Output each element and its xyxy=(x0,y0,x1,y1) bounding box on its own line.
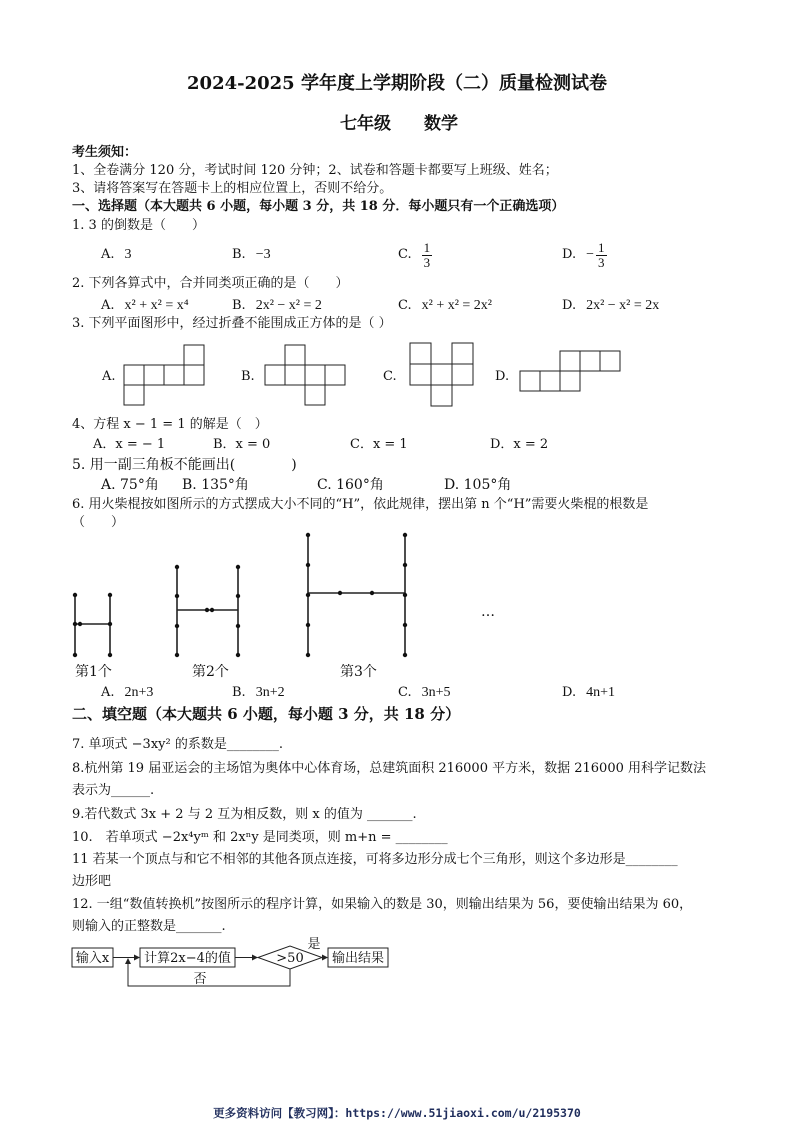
option-label: B. xyxy=(232,247,246,262)
match-head xyxy=(175,624,179,628)
net-square xyxy=(184,345,204,365)
question-6-paren: （ ） xyxy=(72,515,125,530)
net-square xyxy=(520,371,540,391)
net-b xyxy=(265,345,345,405)
question-9: 9.若代数式 3x + 2 与 2 互为相反数，则 x 的值为 _______. xyxy=(72,807,417,822)
flow-output-text: 输出结果 xyxy=(331,951,385,966)
h-figure-3 xyxy=(306,533,407,657)
fraction-numerator: 1 xyxy=(598,239,605,255)
match-head xyxy=(73,593,77,597)
flow-yes-label: 是 xyxy=(307,937,321,952)
flow-loop-line xyxy=(128,963,290,986)
section-heading-choice: 一、选择题（本大题共 6 小题，每小题 3 分，共 18 分．每小题只有一个正确选项） xyxy=(72,199,565,214)
match-head xyxy=(370,591,374,595)
notice-line: 3、请将答案写在答题卡上的相应位置上，否则不给分。 xyxy=(72,181,393,196)
match-head xyxy=(175,653,179,657)
option-label: C. xyxy=(398,247,412,262)
net-square xyxy=(305,385,325,405)
option-value: 4n+1 xyxy=(586,685,615,700)
match-head xyxy=(306,533,310,537)
match-head xyxy=(338,591,342,595)
question-3-stem: 3. 下列平面图形中，经过折叠不能围成正方体的是（ ） xyxy=(72,316,392,331)
net-square xyxy=(431,385,452,406)
question-12-line-2: 则输入的正整数是_______. xyxy=(72,919,226,934)
option-label: B. xyxy=(232,298,246,313)
net-d xyxy=(520,351,620,391)
match-head xyxy=(205,608,209,612)
net-square xyxy=(124,385,144,405)
fraction xyxy=(596,241,607,270)
net-square xyxy=(580,351,600,371)
h-figure-1 xyxy=(73,593,112,657)
question-4-stem: 4、方程 x − 1 = 1 的解是（ ） xyxy=(72,417,268,432)
notice-line: 1、全卷满分 120 分，考试时间 120 分钟；2、试卷和答题卡都要写上班级、姓名； xyxy=(72,163,558,178)
subject-label: 数学 xyxy=(424,114,458,134)
option-value: −3 xyxy=(255,247,271,262)
match-head xyxy=(236,565,240,569)
q3-label-a: A. xyxy=(102,369,116,384)
question-7: 7. 单项式 −3xy² 的系数是________. xyxy=(72,737,283,752)
net-square xyxy=(410,364,431,385)
net-square xyxy=(285,365,305,385)
q3-label-c: C. xyxy=(383,369,397,384)
match-head xyxy=(236,594,240,598)
q2-option-d xyxy=(562,289,659,323)
q5-option-b: B. 135°角 xyxy=(182,477,249,493)
option-value: x² + x² = 2x² xyxy=(421,298,493,313)
question-8-line-2: 表示为______. xyxy=(72,783,155,798)
match-head xyxy=(306,623,310,627)
net-square xyxy=(540,371,560,391)
net-square xyxy=(285,345,305,365)
net-square xyxy=(452,364,473,385)
q4-option-c: C．x = 1 xyxy=(350,437,408,452)
matchstick-h-figures xyxy=(0,525,794,665)
q1-option-a xyxy=(101,238,132,272)
h-figure-2 xyxy=(175,565,240,657)
net-square xyxy=(164,365,184,385)
exam-title: 2024-2025 学年度上学期阶段（二）质量检测试卷 xyxy=(187,73,607,94)
match-head xyxy=(403,653,407,657)
flow-condition-text: >50 xyxy=(276,951,304,966)
question-11-line-1: 11 若某一个顶点与和它不相邻的其他各顶点连接，可将多边形分成七个三角形，则这个多边形是________ xyxy=(72,852,678,867)
section-heading-fill: 二、填空题（本大题共 6 小题，每小题 3 分，共 18 分） xyxy=(72,705,461,723)
option-value: 3n+5 xyxy=(421,685,451,700)
q2-option-c xyxy=(398,289,492,323)
match-head xyxy=(403,593,407,597)
q1-option-b xyxy=(232,238,271,272)
figure-ellipsis: … xyxy=(481,604,495,620)
match-head xyxy=(108,622,112,626)
minus-sign: − xyxy=(586,247,594,262)
figure-label-2: 第2个 xyxy=(192,664,229,680)
match-head xyxy=(306,563,310,567)
option-label: A. xyxy=(101,685,115,700)
q5-option-d: D. 105°角 xyxy=(444,477,512,493)
option-value: 3 xyxy=(124,247,132,262)
option-value: 2x² − x² = 2 xyxy=(255,298,322,313)
net-square xyxy=(144,365,164,385)
net-square xyxy=(325,365,345,385)
match-head xyxy=(306,593,310,597)
net-square xyxy=(410,343,431,364)
q4-option-b: B．x = 0 xyxy=(213,437,271,452)
question-12-line-1: 12. 一组“数值转换机”按图所示的程序计算，如果输入的数是 30，则输出结果为 56，要使输出结果为 60， xyxy=(72,897,693,912)
option-label: C. xyxy=(398,298,412,313)
match-head xyxy=(108,593,112,597)
option-label: D. xyxy=(562,685,577,700)
figure-label-3: 第3个 xyxy=(340,664,377,680)
option-label: B. xyxy=(232,685,246,700)
match-head xyxy=(108,653,112,657)
q3-label-d: D. xyxy=(495,369,510,384)
question-11-line-2: 边形吧 xyxy=(72,874,112,889)
notice-heading: 考生须知： xyxy=(72,145,138,160)
match-head xyxy=(210,608,214,612)
question-10: 10. 若单项式 −2x⁴yᵐ 和 2xⁿy 是同类项，则 m+n = ________ xyxy=(72,830,448,845)
option-label: C. xyxy=(398,685,412,700)
net-square xyxy=(431,364,452,385)
question-8-line-1: 8.杭州第 19 届亚运会的主场馆为奥体中心体育场，总建筑面积 216000 平方米，数据 216000 用科学记数法 xyxy=(72,761,706,776)
q3-net-figures xyxy=(0,335,794,415)
fraction-denominator: 3 xyxy=(423,254,431,270)
match-head xyxy=(175,565,179,569)
option-value: 3n+2 xyxy=(255,685,285,700)
match-head xyxy=(78,622,82,626)
arrowhead-icon xyxy=(134,955,140,961)
question-2-stem: 2. 下列各算式中，合并同类项正确的是（ ） xyxy=(72,276,349,291)
question-5-stem: 5. 用一副三角板不能画出( ) xyxy=(72,457,297,473)
match-head xyxy=(236,653,240,657)
net-square xyxy=(560,371,580,391)
fraction-denominator: 3 xyxy=(598,254,605,270)
net-square xyxy=(265,365,285,385)
option-label: A. xyxy=(101,247,115,262)
net-square xyxy=(600,351,620,371)
net-square xyxy=(124,365,144,385)
option-label: D. xyxy=(562,247,577,262)
option-label: A. xyxy=(101,298,115,313)
net-square xyxy=(305,365,325,385)
net-square xyxy=(452,343,473,364)
net-square xyxy=(184,365,204,385)
flow-no-label: 否 xyxy=(193,972,207,987)
q1-option-c xyxy=(398,238,432,272)
net-c xyxy=(410,343,473,406)
q3-label-b: B. xyxy=(241,369,255,384)
match-head xyxy=(306,653,310,657)
footer-resource-link: 更多资料访问【教习网】：https://www.51jiaoxi.com/u/2195370 xyxy=(213,1106,581,1120)
option-label: D. xyxy=(562,298,577,313)
q5-option-c: C. 160°角 xyxy=(317,477,384,493)
q5-option-a: A. 75°角 xyxy=(101,477,159,493)
arrowhead-icon xyxy=(322,955,328,961)
option-value: 2n+3 xyxy=(124,685,154,700)
match-head xyxy=(403,563,407,567)
option-value: 2x² − x² = 2x xyxy=(586,298,660,313)
match-head xyxy=(73,653,77,657)
match-head xyxy=(403,533,407,537)
fraction-numerator: 1 xyxy=(423,239,431,255)
conversion-flowchart xyxy=(0,938,794,998)
arrowhead-icon xyxy=(125,958,131,964)
question-1-stem: 1. 3 的倒数是（ ） xyxy=(72,218,205,233)
figure-label-1: 第1个 xyxy=(75,664,112,680)
match-head xyxy=(403,623,407,627)
match-head xyxy=(73,622,77,626)
fraction xyxy=(422,241,433,270)
net-a xyxy=(124,345,204,405)
q4-option-a: A．x = − 1 xyxy=(93,437,166,452)
q6-option-d xyxy=(562,676,615,710)
q4-option-d: D．x = 2 xyxy=(490,437,549,452)
grade-label: 七年级 xyxy=(340,114,391,134)
q1-option-d xyxy=(562,238,607,272)
option-value: x² + x² = x⁴ xyxy=(124,298,189,313)
flow-input-text: 输入x xyxy=(75,951,110,966)
question-6-stem: 6. 用火柴棍按如图所示的方式摆成大小不同的“H”，依此规律，摆出第 n 个“H”需要火柴棍的根数是 xyxy=(72,497,649,512)
net-square xyxy=(560,351,580,371)
match-head xyxy=(175,594,179,598)
match-head xyxy=(236,624,240,628)
flow-compute-text: 计算2x−4的值 xyxy=(144,951,231,966)
